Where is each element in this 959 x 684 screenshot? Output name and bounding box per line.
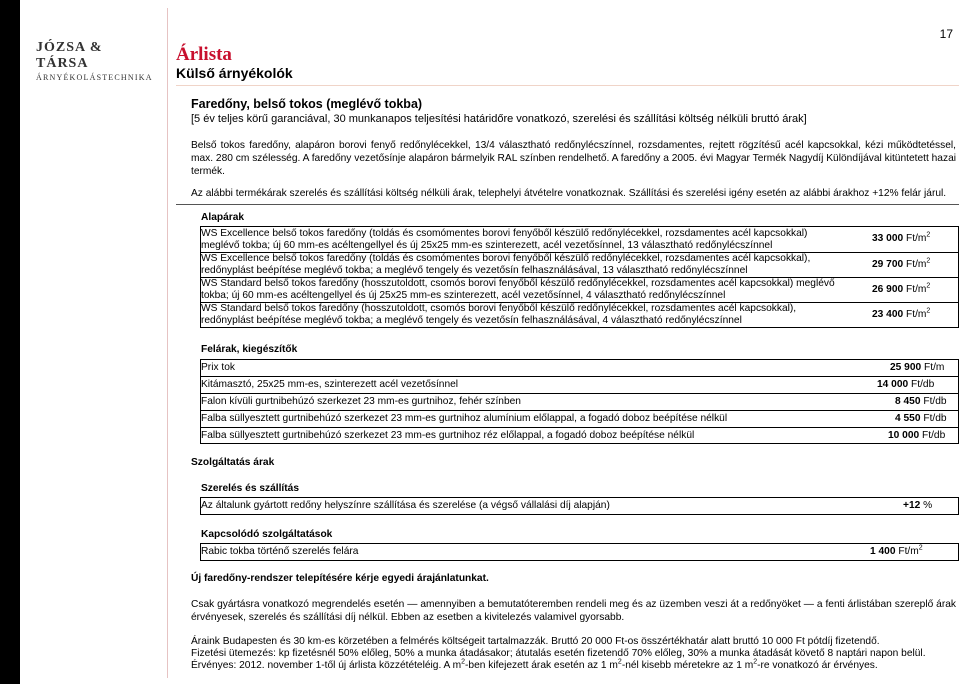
- row-text: WS Standard belső tokos faredőny (hosszutoldott, csomós borovi fenyőből készülő redőnylécekkel, rozsdamentes acél kapcsokkal),: [201, 303, 797, 314]
- related-price: 1 400 $Ft/m^2$: [870, 544, 923, 557]
- row-text: WS Excellence belső tokos faredőny (toldás és csomómentes borovi fenyőből készülő redőnylécekkel, rozsdamentes acél kapcsokkal): [201, 228, 808, 239]
- surcharge-price: 8 450 Ft/db: [895, 396, 947, 407]
- new-system-note: Új faredőny-rendszer telepítésére kérje egyedi árajánlatunkat.: [191, 573, 489, 584]
- related-label: Rabic tokba történő szerelés felára: [201, 546, 359, 557]
- row-text: meglévő tokba; új 60 mm-es acéltengellyel és új 25x25 mm-es szinterezett, acél vezetősínnel, 13 választható redőnylécszínnel: [201, 240, 773, 251]
- surcharge-label: Prix tok: [201, 362, 235, 373]
- row-divider: [200, 393, 959, 394]
- services-heading: Szolgáltatás árak: [191, 457, 275, 468]
- section-title: Külső árnyékolók: [176, 65, 293, 81]
- row-divider: [200, 427, 959, 428]
- surcharge-price: 10 000 Ft/db: [888, 430, 946, 441]
- payment-note: Fizetési ütemezés: kp fizetésnél 50% előleg, 50% a munka átadásakor; átutalás esetén fizetendő 70% előleg, 30% a munka átadását követő 8 naptári napon belül.: [191, 648, 926, 659]
- install-heading: Szerelés és szállítás: [201, 483, 299, 494]
- page-number: 17: [939, 27, 953, 41]
- left-black-bar: [0, 0, 20, 684]
- surcharge-price: 14 000 Ft/db: [877, 379, 935, 390]
- row-text: WS Standard belső tokos faredőny (hosszutoldott, csomós borovi fenyőből készülő redőnylécekkel, rozsdamentes acél kapcsokkal) meglévő: [201, 278, 835, 289]
- row-divider: [200, 376, 959, 377]
- row-price: 29 700 $Ft/m^2$: [872, 257, 931, 270]
- base-prices-heading: Alapárak: [201, 212, 245, 223]
- row-text: redőnyplást beépítése meglévő tokba; a meglévő tengely és vezetősín felhasználásával, 13 választható redőnylécszínnel: [201, 265, 748, 276]
- product-subtitle: [5 év teljes körű garanciával, 30 munkanapos teljesítési határidőre vonatkozó, szerelési és szállítási költség nélküli bruttó árak]: [191, 113, 807, 125]
- row-price: 23 400 $Ft/m^2$: [872, 307, 931, 320]
- product-title: Faredőny, belső tokos (meglévő tokba): [191, 97, 423, 111]
- header-rule: [176, 85, 959, 86]
- row-divider: [200, 410, 959, 411]
- surcharge-label: Falba süllyesztett gurtnibehúzó szerkezet 23 mm-es gurtnihoz alumínium előlappal, a fogadó doboz beépítése nélkül: [201, 413, 728, 424]
- logo-tagline: ÁRNYÉKOLÁSTECHNIKA: [36, 73, 153, 82]
- row-price: 26 900 $Ft/m^2$: [872, 282, 931, 295]
- surcharge-label: Kitámasztó, 25x25 mm-es, szinterezett acél vezetősínnel: [201, 379, 459, 390]
- row-text: tokba; új 60 mm-es acéltengellyel és új 25x25 mm-es szinterezett, acél vezetősínnel, 4 választható redőnylécszínnel: [201, 290, 726, 301]
- brand-title: Árlista: [176, 44, 232, 65]
- pricing-note: Az alábbi termékárak szerelés és szállítási költség nélküli árak, telephelyi átvételre vonatkoznak. Szállítási és szerelési igény esetén az alábbi árakhoz +12% felár járul.: [191, 188, 947, 199]
- surcharges-heading: Felárak, kiegészítők: [201, 344, 298, 355]
- surcharge-label: Falba süllyesztett gurtnibehúzó szerkezet 23 mm-es gurtnihoz réz előlappal, a fogadó doboz beépítése nélkül: [201, 430, 695, 441]
- install-price: +12 %: [903, 500, 933, 511]
- pricing-note-rule: [176, 204, 959, 205]
- order-note: Csak gyártásra vonatkozó megrendelés esetén — amennyiben a bemutatóteremben rendeli meg és az üzemben veszi át a redőnyöket — a fenti árlistában szereplő árak érvényesek, szerelés és szállítási díj nélkül. Ebben az esetben a kivitelezés valamivel gyorsabb.: [191, 599, 956, 623]
- surcharge-price: 25 900 Ft/m: [890, 362, 945, 373]
- install-label: Az általunk gyártott redőny helyszínre szállítása és szerelése (a végső vállalási díj alapján): [201, 500, 610, 511]
- company-logo: [36, 40, 156, 82]
- header-divider: [167, 8, 168, 678]
- related-heading: Kapcsolódó szolgáltatások: [201, 529, 333, 540]
- row-price: 33 000 $Ft/m^2$: [872, 231, 931, 244]
- surcharge-label: Falon kívüli gurtnibehúzó szerkezet 23 mm-es gurtnihoz, fehér színben: [201, 396, 521, 407]
- validity-note: Érvényes: 2012. november 1-től új árlista közzétételéig. A $m^2$-ben kifejezett árak esetén az 1 $m^2$-nél kisebb méretekre az 1 $m^2-re$ vonatkozó ár érvényes.: [191, 658, 878, 671]
- surcharge-price: 4 550 Ft/db: [895, 413, 947, 424]
- row-text: redőnyplást beépítése meglévő tokba; a meglévő tengely és vezetősín felhasználásával, 4 választható redőnylécszínnel: [201, 315, 742, 326]
- budapest-note: Áraink Budapesten és 30 km-es körzetében a felmérés költségeit tartalmazzák. Bruttó 20 000 Ft-os összértékhatár alatt bruttó 10 000 Ft pótdíj fizetendő.: [191, 636, 880, 647]
- logo-name: JÓZSA & TÁRSA: [36, 40, 103, 71]
- row-text: WS Excellence belső tokos faredőny (toldás és csomómentes borovi fenyőből készülő redőnylécekkel, rozsdamentes acél kapcsokkal),: [201, 253, 811, 264]
- product-description: Belső tokos faredőny, alapáron borovi fenyő redőnylécekkel, 13/4 választható redőnylécszínnel, rozsdamentes, rejtett rögzítésű acél kapcsokkal, kézi működtetéssel, max. 280 cm szélesség. A faredőny vezetősínje alapáron bármelyik RAL színben rendelhető. A faredőny a 2005. évi Magyar Termék Nagydíj Különdíjával kitüntetett hazai termék.: [191, 140, 956, 177]
